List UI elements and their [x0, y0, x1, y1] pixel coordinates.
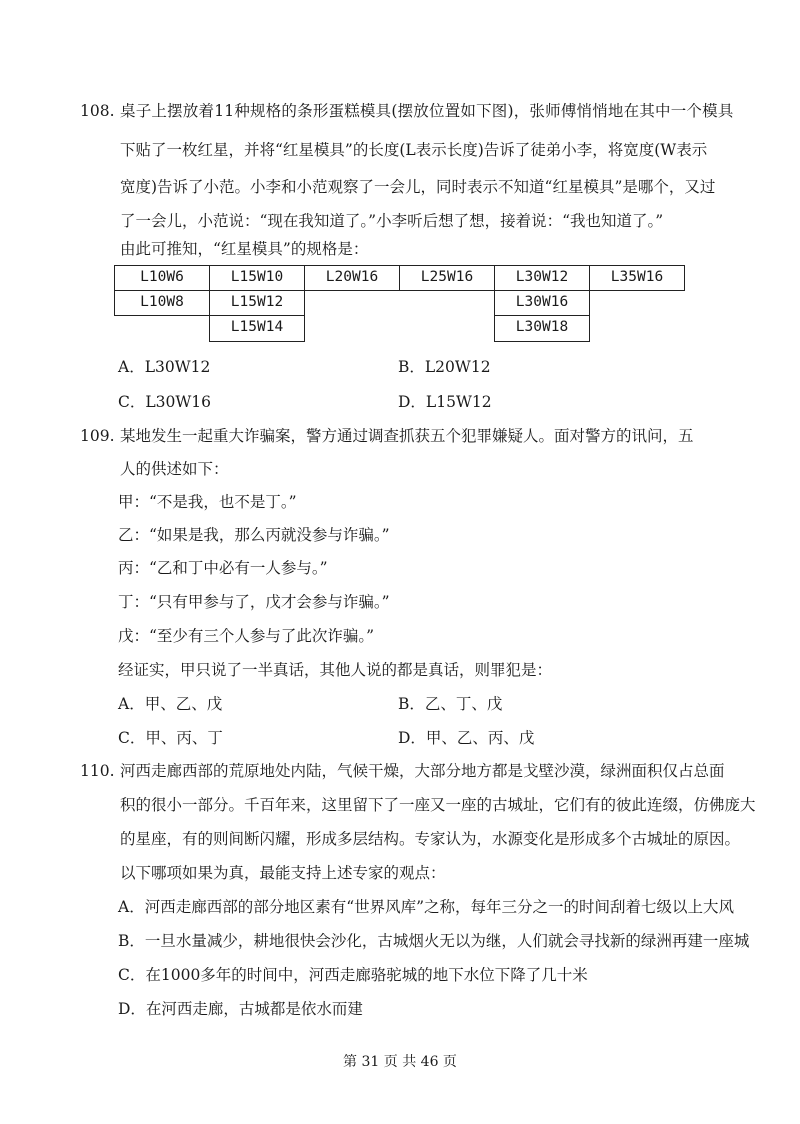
page-footer: 第 31 页 共 46 页 — [343, 1054, 457, 1070]
q108-line-1: 桌子上摆放着11种规格的条形蛋糕模具(摆放位置如下图)，张师傅悄悄地在其中一个模具 — [120, 102, 734, 120]
mold-cell-l30w12: L30W12 — [494, 265, 590, 291]
mold-cell-l30w16: L30W16 — [494, 290, 590, 316]
mold-cell-l20w16: L20W16 — [304, 265, 400, 291]
q110-line-3: 的星座，有的则间断闪耀，形成多层结构。专家认为，水源变化是形成多个古城址的原因。 — [120, 830, 741, 848]
q109-statement-bing: 丙：“乙和丁中必有一人参与。” — [118, 559, 328, 577]
q109-statement-yi: 乙：“如果是我，那么丙就没参与诈骗。” — [118, 526, 390, 544]
q109-line-8: 经证实，甲只说了一半真话，其他人说的都是真话，则罪犯是： — [118, 661, 553, 679]
q108-option-a: A．L30W12 — [118, 358, 211, 376]
q109-line-2: 人的供述如下： — [120, 460, 229, 478]
q110-line-1: 河西走廊西部的荒原地处内陆，气候干燥，大部分地方都是戈壁沙漠，绿洲面积仅占总面 — [120, 762, 725, 780]
mold-cell-l25w16: L25W16 — [399, 265, 495, 291]
q110-option-a: A．河西走廊西部的部分地区素有“世界风库”之称，每年三分之一的时间刮着七级以上大风 — [118, 898, 735, 916]
q108-line-2: 下贴了一枚红星，并将“红星模具”的长度(L表示长度)告诉了徒弟小李，将宽度(W表示 — [120, 141, 708, 159]
q109-line-1: 某地发生一起重大诈骗案，警方通过调查抓获五个犯罪嫌疑人。面对警方的讯问，五 — [120, 427, 694, 445]
mold-cell-l15w12: L15W12 — [209, 290, 305, 316]
q109-option-c: C．甲、丙、丁 — [118, 729, 223, 747]
q108-number: 108. — [80, 102, 115, 120]
q108-line-3: 宽度)告诉了小范。小李和小范观察了一会儿，同时表示不知道“红星模具”是哪个，又过 — [120, 178, 716, 196]
q110-option-b: B．一旦水量减少，耕地很快会沙化，古城烟火无以为继，人们就会寻找新的绿洲再建一座城 — [118, 932, 750, 950]
q109-option-d: D．甲、乙、丙、戊 — [398, 729, 535, 747]
q110-option-d: D．在河西走廊，古城都是依水而建 — [118, 1000, 363, 1018]
mold-cell-l10w6: L10W6 — [114, 265, 210, 291]
q108-line-4: 了一会儿，小范说：“现在我知道了。”小李听后想了想，接着说：“我也知道了。” — [120, 212, 664, 230]
q108-option-c: C．L30W16 — [118, 393, 212, 411]
q108-option-d: D．L15W12 — [398, 393, 492, 411]
q110-number: 110. — [80, 762, 115, 780]
q109-option-a: A．甲、乙、戊 — [118, 695, 223, 713]
q108-line-5: 由此可推知，“红星模具”的规格是： — [120, 240, 369, 258]
q109-statement-jia: 甲：“不是我，也不是丁。” — [118, 493, 297, 511]
mold-cell-l35w16: L35W16 — [589, 265, 685, 291]
q110-line-4: 以下哪项如果为真，最能支持上述专家的观点： — [120, 864, 446, 882]
q109-statement-ding: 丁：“只有甲参与了，戊才会参与诈骗。” — [118, 593, 390, 611]
q110-line-2: 积的很小一部分。千百年来，这里留下了一座又一座的古城址，它们有的彼此连缀，仿佛庞大 — [120, 796, 756, 814]
mold-cell-l15w10: L15W10 — [209, 265, 305, 291]
q109-option-b: B．乙、丁、戊 — [398, 695, 503, 713]
q110-option-c: C．在1000多年的时间中，河西走廊骆驼城的地下水位下降了几十米 — [118, 966, 588, 984]
q108-option-b: B．L20W12 — [398, 358, 491, 376]
mold-cell-l30w18: L30W18 — [494, 315, 590, 342]
q109-number: 109. — [80, 427, 115, 445]
q109-statement-wu: 戊：“至少有三个人参与了此次诈骗。” — [118, 627, 375, 645]
mold-cell-l10w8: L10W8 — [114, 290, 210, 316]
mold-cell-l15w14: L15W14 — [209, 315, 305, 342]
